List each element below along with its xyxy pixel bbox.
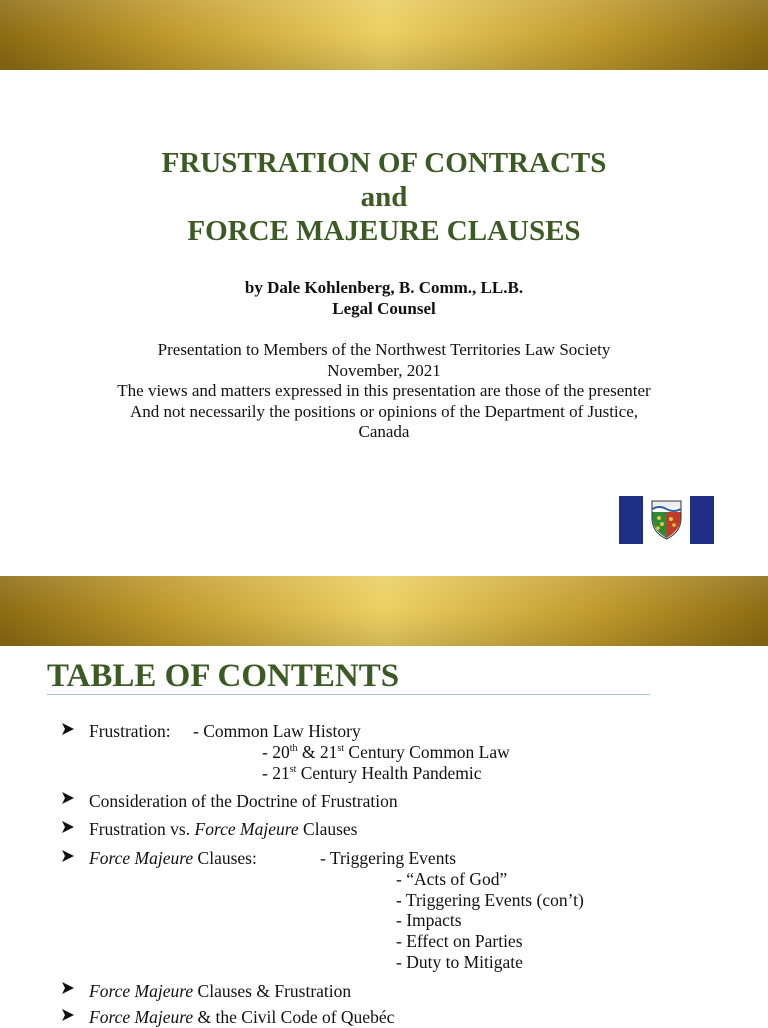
slide-title [0, 146, 768, 248]
gold-header-band [0, 0, 768, 70]
toc-item-frustration: Frustration: [89, 721, 171, 741]
arrow-bullet-icon [61, 722, 75, 736]
arrow-bullet-icon [61, 849, 75, 863]
toc-subitem: - Triggering Events [320, 848, 457, 868]
flag-blue-panel-right [690, 496, 714, 544]
info-line-5: Canada [358, 422, 410, 441]
arrow-bullet-icon [61, 981, 75, 995]
toc-item-fm-and-frustration: Force Majeure Clauses & Frustration [89, 981, 352, 1001]
arrow-bullet-icon [61, 791, 75, 805]
toc-subitem: - Duty to Mitigate [396, 952, 523, 972]
toc-subitem: - 21st Century Health Pandemic [262, 763, 482, 783]
toc-subitem: - “Acts of God” [396, 869, 508, 889]
toc-item-civil-code: Force Majeure & the Civil Code of Quebéc [89, 1007, 395, 1027]
arrow-bullet-icon [61, 820, 75, 834]
author-name: by Dale Kohlenberg, B. Comm., LL.B. [244, 278, 524, 297]
presentation-info [40, 340, 728, 443]
arrow-bullet-icon [61, 1008, 75, 1022]
gold-divider-band [0, 576, 768, 646]
coat-of-arms-icon [651, 500, 682, 540]
toc-subitem: - Triggering Events (con’t) [396, 890, 584, 910]
author-role: Legal Counsel [332, 299, 436, 318]
toc-item-doctrine: Consideration of the Doctrine of Frustration [89, 791, 398, 811]
northwest-territories-flag-icon [619, 496, 714, 544]
toc-subitem: - Impacts [396, 910, 462, 930]
flag-blue-panel-left [619, 496, 643, 544]
title-line-2: and [360, 181, 408, 213]
info-line-3: The views and matters expressed in this presentation are those of the presenter [117, 381, 651, 400]
title-line-1: FRUSTRATION OF CONTRACTS [161, 147, 607, 179]
title-line-3: FORCE MAJEURE CLAUSES [187, 215, 581, 247]
info-line-1: Presentation to Members of the Northwest Territories Law Society [157, 340, 611, 359]
toc-item-frustration-vs-fm: Frustration vs. Force Majeure Clauses [89, 819, 358, 839]
author-block [0, 277, 768, 319]
info-line-2: November, 2021 [327, 360, 441, 380]
toc-item-fm-clauses: Force Majeure Clauses: [89, 848, 257, 868]
toc-heading-underline [47, 694, 650, 695]
toc-heading: TABLE OF CONTENTS [47, 658, 400, 694]
toc-subitem: - Effect on Parties [396, 931, 523, 951]
toc-subitem: - Common Law History [193, 721, 361, 741]
info-line-4: And not necessarily the positions or opinions of the Department of Justice, [129, 401, 639, 421]
toc-subitem: - 20th & 21st Century Common Law [262, 742, 510, 762]
flag-white-panel [643, 496, 690, 544]
